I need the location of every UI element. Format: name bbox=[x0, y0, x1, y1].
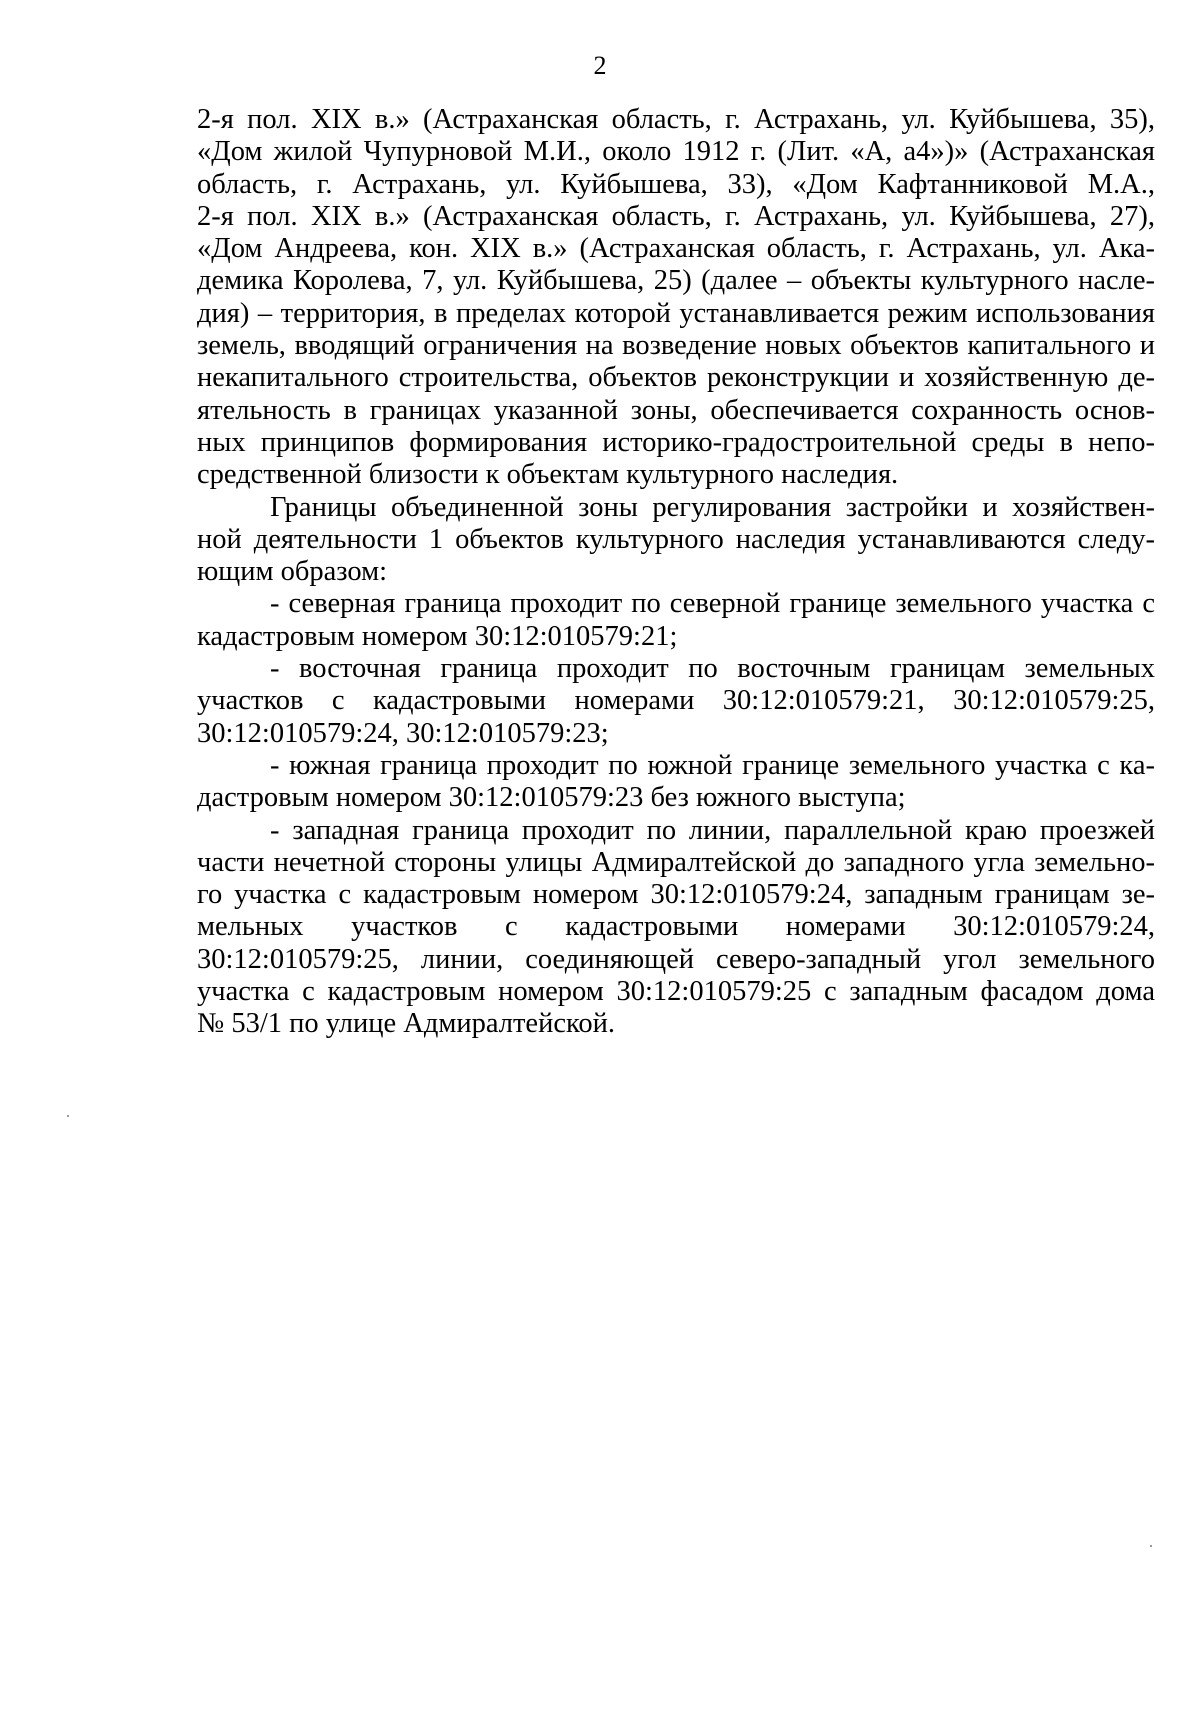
text-line: ных принципов формирования историко-градостроительной среды в непо- bbox=[197, 426, 1155, 458]
scan-speck bbox=[1150, 1545, 1152, 1547]
text-line: части нечетной стороны улицы Адмиралтейской до западного угла земельно- bbox=[197, 846, 1155, 878]
text-line: - западная граница проходит по линии, параллельной краю проезжей bbox=[270, 814, 1155, 846]
text-line: кадастровым номером 30:12:010579:21; bbox=[197, 620, 678, 652]
paragraph bbox=[197, 815, 1155, 1041]
text-line: - северная граница проходит по северной границе земельного участка с bbox=[270, 588, 1155, 620]
text-line: Границы объединенной зоны регулирования застройки и хозяйствен- bbox=[270, 491, 1155, 523]
text-line: 2-я пол. XIX в.» (Астраханская область, г. Астрахань, ул. Куйбышева, 27), bbox=[197, 200, 1155, 232]
text-line: дия) – территория, в пределах которой устанавливается режим использования bbox=[197, 297, 1155, 329]
text-line: - южная граница проходит по южной границе земельного участка с ка- bbox=[270, 749, 1155, 781]
scan-speck bbox=[67, 1115, 69, 1117]
text-line: некапитального строительства, объектов реконструкции и хозяйственную де- bbox=[197, 362, 1155, 394]
page-number: 2 bbox=[593, 51, 607, 80]
paragraph bbox=[197, 492, 1155, 589]
text-line: средственной близости к объектам культурного наследия. bbox=[197, 459, 899, 491]
text-line: ной деятельности 1 объектов культурного наследия устанавливаются следу- bbox=[197, 523, 1155, 555]
text-line: № 53/1 по улице Адмиралтейской. bbox=[197, 1008, 616, 1040]
document-body bbox=[197, 104, 1155, 1041]
text-line: дастровым номером 30:12:010579:23 без южного выступа; bbox=[197, 782, 906, 814]
text-line: демика Королева, 7, ул. Куйбышева, 25) (далее – объекты культурного насле- bbox=[197, 265, 1155, 297]
text-line: ятельность в границах указанной зоны, обеспечивается сохранность основ- bbox=[197, 394, 1155, 426]
text-line: 30:12:010579:24, 30:12:010579:23; bbox=[197, 717, 609, 749]
text-line: 30:12:010579:25, линии, соединяющей северо-западный угол земельного bbox=[197, 943, 1155, 975]
text-line: ющим образом: bbox=[197, 556, 388, 588]
paragraph bbox=[197, 104, 1155, 492]
text-line: участка с кадастровым номером 30:12:010579:25 с западным фасадом дома bbox=[197, 976, 1155, 1008]
text-line: «Дом Андреева, кон. XIX в.» (Астраханская область, г. Астрахань, ул. Ака- bbox=[197, 233, 1155, 265]
text-line: мельных участков с кадастровыми номерами 30:12:010579:24, bbox=[197, 911, 1155, 943]
paragraph bbox=[197, 588, 1155, 653]
text-line: «Дом жилой Чупурновой М.И., около 1912 г. (Лит. «А, а4»)» (Астраханская bbox=[197, 136, 1155, 168]
paragraph bbox=[197, 750, 1155, 815]
paragraph bbox=[197, 653, 1155, 750]
text-line: участков с кадастровыми номерами 30:12:010579:21, 30:12:010579:25, bbox=[197, 685, 1155, 717]
text-line: земель, вводящий ограничения на возведение новых объектов капитального и bbox=[197, 330, 1155, 362]
text-line: область, г. Астрахань, ул. Куйбышева, 33), «Дом Кафтанниковой М.А., bbox=[197, 168, 1155, 200]
text-line: го участка с кадастровым номером 30:12:010579:24, западным границам зе- bbox=[197, 879, 1155, 911]
text-line: 2-я пол. XIX в.» (Астраханская область, г. Астрахань, ул. Куйбышева, 35), bbox=[197, 104, 1155, 135]
text-line: - восточная граница проходит по восточным границам земельных bbox=[270, 653, 1155, 685]
